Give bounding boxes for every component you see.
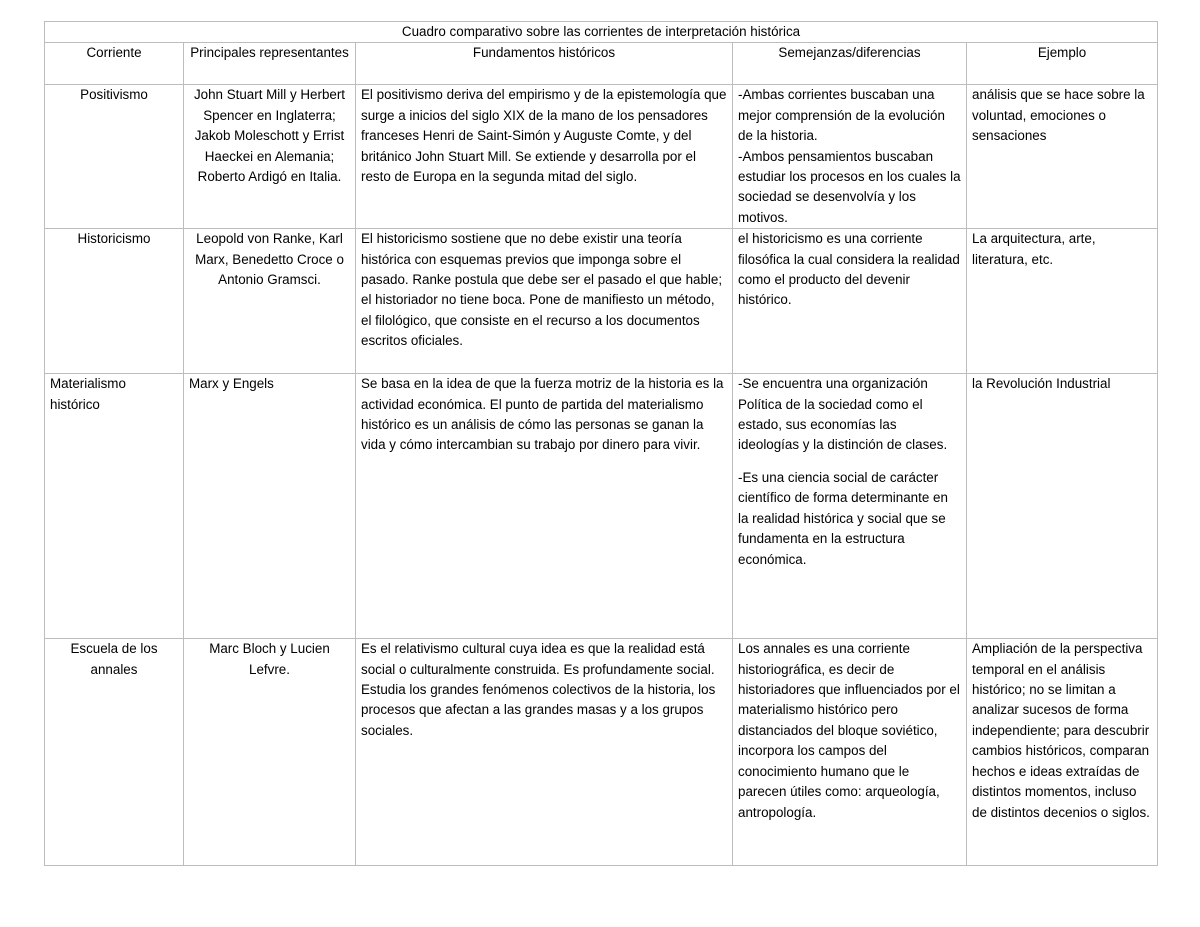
table-row: [45, 229, 1158, 374]
cell-ejemplo: la Revolución Industrial: [967, 374, 1158, 639]
cell-ejemplo: La arquitectura, arte, literatura, etc.: [967, 229, 1158, 374]
cell-semejanzas: [733, 374, 967, 639]
table-title-row: [45, 22, 1158, 43]
table-row: [45, 374, 1158, 639]
cell-fundamentos: Es el relativismo cultural cuya idea es que la realidad está social o culturalmente construida. Es profundamente social. Estudia los grandes fenómenos colectivos de la historia, los procesos que afectan a las grandes masas y a los grupos sociales.: [356, 639, 733, 866]
header-representantes: Principales representantes: [184, 43, 356, 85]
cell-representantes: Leopold von Ranke, Karl Marx, Benedetto Croce o Antonio Gramsci.: [184, 229, 356, 374]
cell-semejanzas: [733, 229, 967, 374]
cell-corriente: Escuela de los annales: [45, 639, 184, 866]
cell-representantes: Marc Bloch y Lucien Lefvre.: [184, 639, 356, 866]
cell-fundamentos: El positivismo deriva del empirismo y de la epistemología que surge a inicios del siglo XIX de la mano de los pensadores franceses Henri de Saint-Simón y Auguste Comte, y del británico John Stuart Mill. Se extiende y desarrolla por el resto de Europa en la segunda mitad del siglo.: [356, 85, 733, 229]
cell-ejemplo: análisis que se hace sobre la voluntad, emociones o sensaciones: [967, 85, 1158, 229]
cell-ejemplo: Ampliación de la perspectiva temporal en el análisis histórico; no se limitan a analizar sucesos de forma independiente; para descubrir cambios históricos, comparan hechos e ideas extraídas de distintos momentos, incluso de distintos decenios o siglos.: [967, 639, 1158, 866]
cell-semejanzas: [733, 639, 967, 866]
header-semejanzas: Semejanzas/diferencias: [733, 43, 967, 85]
cell-representantes: John Stuart Mill y Herbert Spencer en Inglaterra; Jakob Moleschott y Errist Haeckei en Alemania; Roberto Ardigó en Italia.: [184, 85, 356, 229]
semejanza-paragraph: -Es una ciencia social de carácter científico de forma determinante en la realidad histórica y social que se fundamenta en la estructura económica.: [738, 469, 948, 567]
semejanza-paragraph: -Ambas corrientes buscaban una mejor comprensión de la evolución de la historia.: [738, 87, 945, 144]
comparison-table: [44, 21, 1158, 866]
semejanza-paragraph: Los annales es una corriente historiográfica, es decir de historiadores que influenciados por el materialismo histórico pero distanciados del bloque soviético, incorpora los campos del conocimiento humano que le parecen útiles como: arqueología, antropología.: [738, 641, 960, 820]
table-row: [45, 85, 1158, 229]
table-title: Cuadro comparativo sobre las corrientes de interpretación histórica: [45, 22, 1158, 43]
cell-semejanzas: [733, 85, 967, 229]
table-header-row: [45, 43, 1158, 85]
semejanza-paragraph: -Ambos pensamientos buscaban estudiar los procesos en los cuales la sociedad se desenvolvía y los motivos.: [738, 148, 961, 225]
comparison-table-container: [44, 21, 1157, 866]
header-fundamentos: Fundamentos históricos: [356, 43, 733, 85]
cell-corriente: Historicismo: [45, 229, 184, 374]
semejanza-paragraph: el historicismo es una corriente filosófica la cual considera la realidad como el producto del devenir histórico.: [738, 231, 960, 308]
semejanza-paragraph: -Se encuentra una organización Política de la sociedad como el estado, sus economías las ideologías y la distinción de clases.: [738, 376, 948, 453]
cell-fundamentos: Se basa en la idea de que la fuerza motriz de la historia es la actividad económica. El punto de partida del materialismo histórico es un análisis de cómo las personas se ganan la vida y cómo intercambian su trabajo por dinero para vivir.: [356, 374, 733, 639]
cell-fundamentos: El historicismo sostiene que no debe existir una teoría histórica con esquemas previos que imponga sobre el pasado. Ranke postula que debe ser el pasado el que hable; el historiador no tiene boca. Pone de manifiesto un método, el filológico, que consiste en el recurso a los documentos escritos oficiales.: [356, 229, 733, 374]
cell-corriente: Positivismo: [45, 85, 184, 229]
header-corriente: Corriente: [45, 43, 184, 85]
cell-representantes: Marx y Engels: [184, 374, 356, 639]
cell-corriente: Materialismo histórico: [45, 374, 184, 639]
table-row: [45, 639, 1158, 866]
header-ejemplo: Ejemplo: [967, 43, 1158, 85]
